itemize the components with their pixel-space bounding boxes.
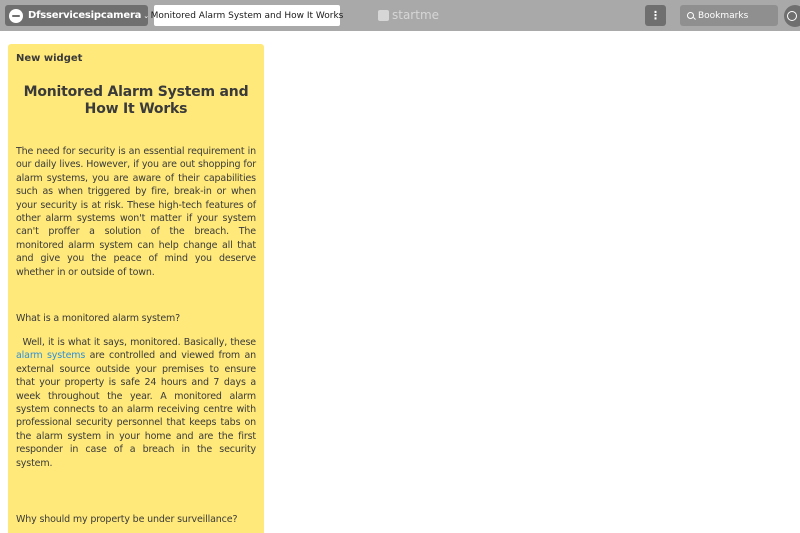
answer-text-before: Well, it is what it says, monitored. Basically, these: [22, 337, 256, 348]
more-options-button[interactable]: [645, 5, 666, 26]
search-icon: [687, 12, 694, 19]
logo-icon: [378, 10, 389, 21]
logo-text: startme: [392, 8, 440, 22]
answer-paragraph: [16, 336, 256, 488]
question-heading: What is a monitored alarm system?: [16, 313, 181, 324]
bookmarks-label: Bookmarks: [698, 10, 749, 21]
page-selector-button[interactable]: [5, 5, 148, 26]
chevron-down-icon: ⌄: [143, 11, 150, 20]
user-icon: [787, 11, 797, 21]
article-heading: Monitored Alarm System and How It Works: [23, 84, 249, 117]
answer-text-after: are controlled and viewed from an external source outside your premises to ensure that your property is safe 24 hours and 7 days a week throughout the year. A monitored alarm system connects to an alarm receiving centre with professional security personnel that keeps tabs on the alarm system in your home and are the first responder in case of a breach in the security system.: [16, 350, 257, 469]
text-widget: [8, 44, 264, 533]
tab-page-title[interactable]: Monitored Alarm System and How It Works: [154, 5, 340, 26]
top-bar: [0, 0, 800, 31]
question-heading-2: Why should my property be under surveillance?: [16, 514, 238, 525]
widget-title[interactable]: New widget: [16, 53, 83, 64]
kebab-menu-icon: ⋮: [650, 9, 661, 22]
bookmarks-search-button[interactable]: [680, 5, 778, 26]
alarm-systems-link[interactable]: alarm systems: [16, 350, 86, 362]
intro-paragraph: The need for security is an essential requirement in our daily lives. However, if you are out shopping for alarm systems, you are aware of their capabilities such as when triggered by fire, break-in or when your security is at risk. These high-tech features of other alarm systems won't matter if your system can't proffer a solution of the breach. The monitored alarm system can help change all that and give you the peace of mind you deserve whether in or outside of town.: [16, 146, 256, 278]
page-name: Dfsservicesipcamera: [28, 10, 142, 21]
startme-logo[interactable]: [378, 8, 439, 22]
user-account-button[interactable]: [784, 5, 800, 27]
page-avatar-icon: [9, 9, 23, 23]
